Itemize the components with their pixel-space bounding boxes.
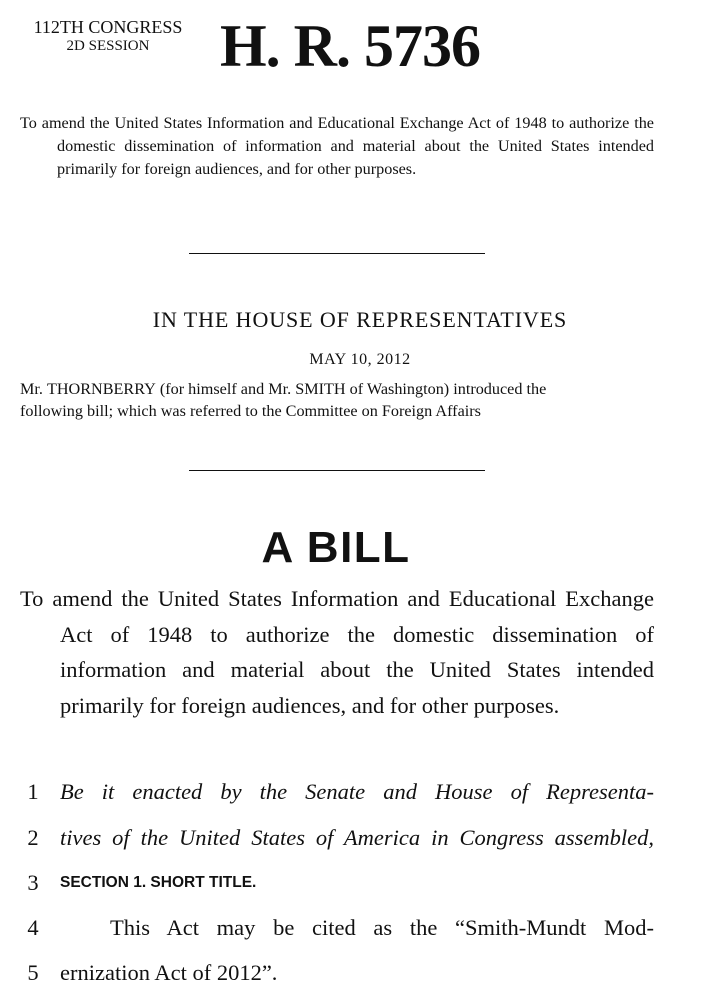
section-text-line: This Act may be cited as the “Smith-Mundt Mod- [110,915,654,940]
introduction-text: of Washington) introduced the [349,380,547,398]
divider-rule [189,470,485,471]
introduction-date: MAY 10, 2012 [309,351,411,368]
bill-purpose: To amend the United States Information and Educational Exchange Act of 1948 to authorize the domestic dissemination of information and material about the United States intended primarily for foreign audiences, and for other purposes. [20,586,654,718]
sponsor-name: THORNBERRY [46,380,156,398]
enacting-clause-line: tives of the United States of America in Congress assembled, [60,825,654,850]
cosponsor-name: SMITH [295,380,346,398]
bill-title: A BILL [261,523,411,572]
line-number: 3 [27,870,39,895]
line-number: 2 [27,825,39,850]
introduction-statement [20,378,654,422]
congress-session-label [18,17,198,55]
line-number: 5 [27,960,39,985]
bill-summary: To amend the United States Information and Educational Exchange Act of 1948 to authorize the domestic dissemination of information and material about the United States intended primarily for foreign audiences, and for other purposes. [20,114,654,178]
enacting-clause-line: Be it enacted by the Senate and House of Representa- [60,779,654,804]
bill-number: H. R. 5736 [220,13,480,79]
section-heading: SECTION 1. SHORT TITLE. [60,874,257,891]
sponsor-prefix: Mr. [20,380,43,398]
cosponsor-prefix: (for himself and Mr. [159,380,292,398]
line-number: 1 [27,779,39,804]
congress-number: 112TH CONGRESS [33,17,183,37]
chamber-heading: IN THE HOUSE OF REPRESENTATIVES [152,307,568,332]
referral-text: following bill; which was referred to the Committee on Foreign Affairs [20,402,481,420]
line-number: 4 [27,915,39,940]
divider-rule [189,253,485,254]
session-number: 2D SESSION [66,38,150,54]
section-text-line: ernization Act of 2012”. [60,960,278,985]
